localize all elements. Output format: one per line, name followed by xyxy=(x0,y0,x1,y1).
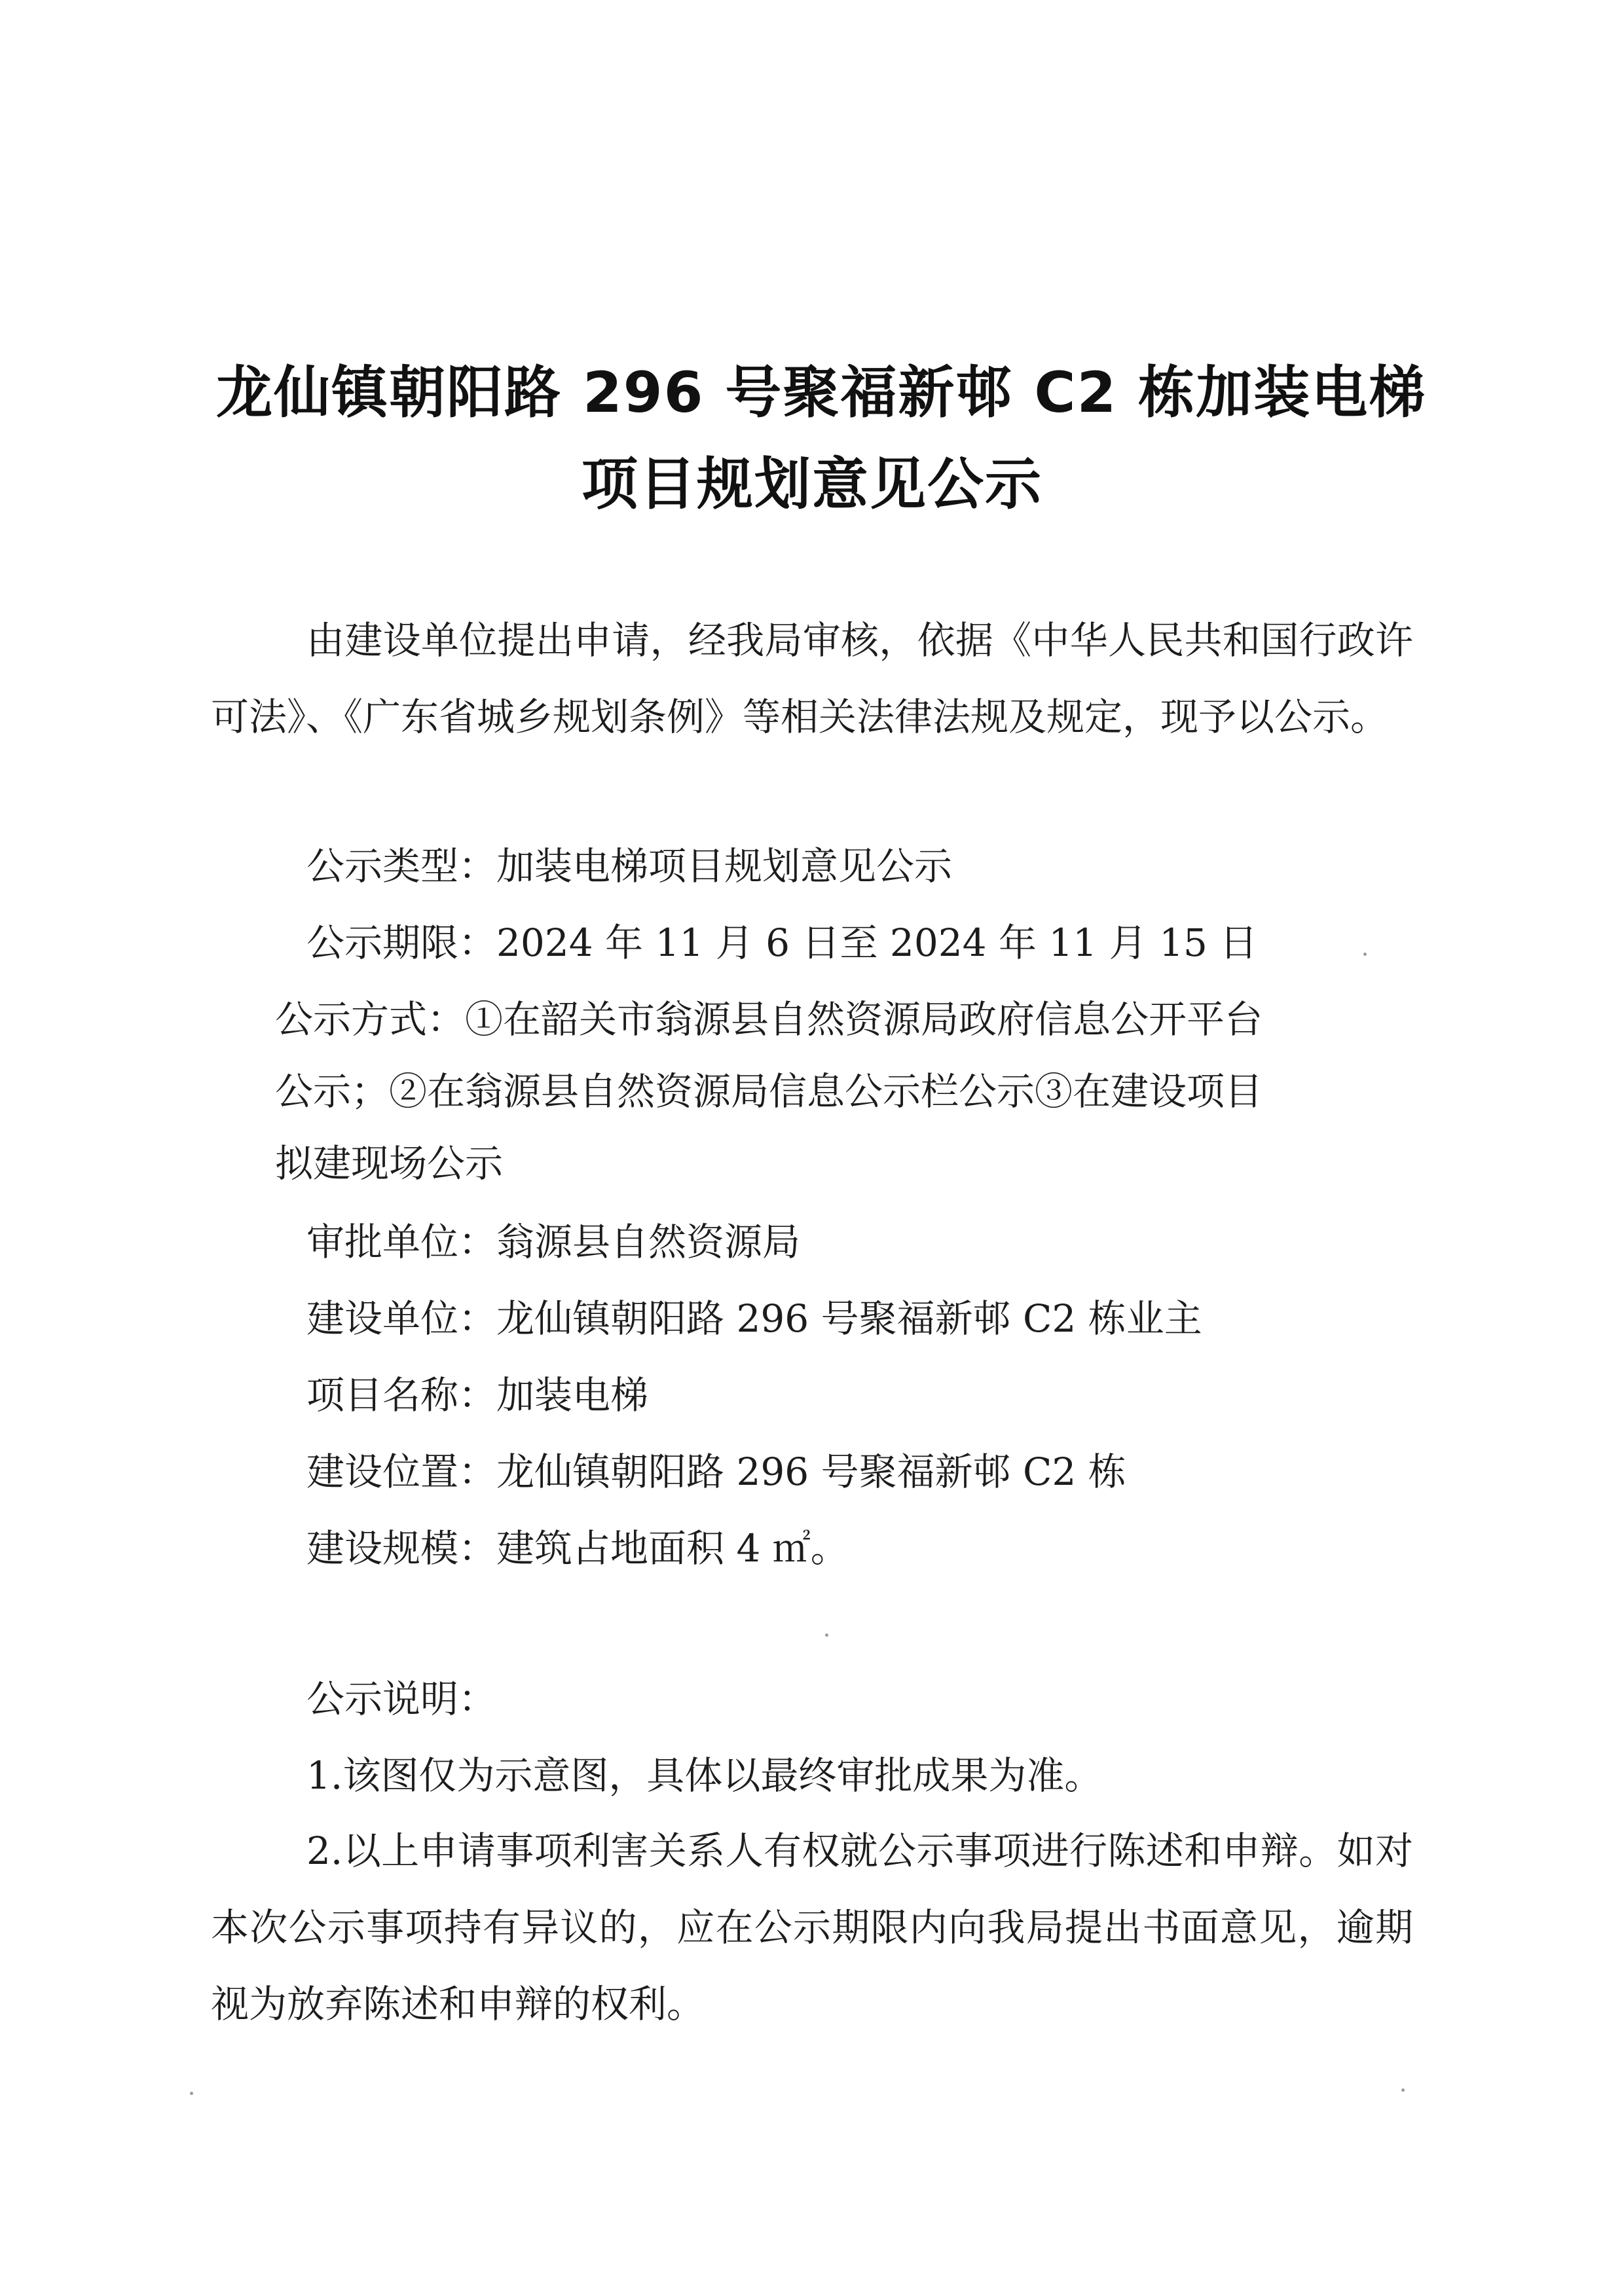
scan-speck xyxy=(1401,2088,1405,2092)
project-name-line: 项目名称：加装电梯 xyxy=(306,1373,649,1417)
notice-method-line-3: 拟建现场公示 xyxy=(275,1141,504,1186)
note-1: 1.该图仅为示意图，具体以最终审批成果为准。 xyxy=(306,1753,1103,1798)
document-title-line-1: 龙仙镇朝阳路 296 号聚福新邨 C2 栋加装电梯 xyxy=(216,360,1427,426)
note-2: 2.以上申请事项利害关系人有权就公示事项进行陈述和申辩。如对本次公示事项持有异议的，应在公示期限内向我局提出书面意见，逾期视为放弃陈述和申辩的权利。 xyxy=(211,1829,1413,2026)
location-line: 建设位置：龙仙镇朝阳路 296 号聚福新邨 C2 栋 xyxy=(306,1449,1126,1494)
builder-line: 建设单位：龙仙镇朝阳路 296 号聚福新邨 C2 栋业主 xyxy=(306,1296,1202,1341)
scan-speck xyxy=(190,2092,193,2095)
notes-heading: 公示说明： xyxy=(306,1677,497,1721)
intro-paragraph: 由建设单位提出申请，经我局审核，依据《中华人民共和国行政许可法》、《广东省城乡规划条例》等相关法律法规及规定，现予以公示。 xyxy=(211,618,1413,739)
notice-period-line: 公示期限：2024 年 11 月 6 日至 2024 年 11 月 15 日 xyxy=(306,920,1258,965)
scale-line: 建设规模：建筑占地面积 4 ㎡。 xyxy=(306,1526,849,1571)
scan-speck xyxy=(1363,953,1367,956)
notice-type-line: 公示类型：加装电梯项目规划意见公示 xyxy=(306,844,953,888)
notice-method-line-1: 公示方式：①在韶关市翁源县自然资源局政府信息公开平台 xyxy=(275,997,1263,1042)
document-title-line-2: 项目规划意见公示 xyxy=(581,452,1043,517)
scan-speck xyxy=(825,1633,828,1637)
notice-method-line-2: 公示；②在翁源县自然资源局信息公示栏公示③在建设项目 xyxy=(275,1069,1263,1114)
approver-line: 审批单位：翁源县自然资源局 xyxy=(306,1220,801,1264)
